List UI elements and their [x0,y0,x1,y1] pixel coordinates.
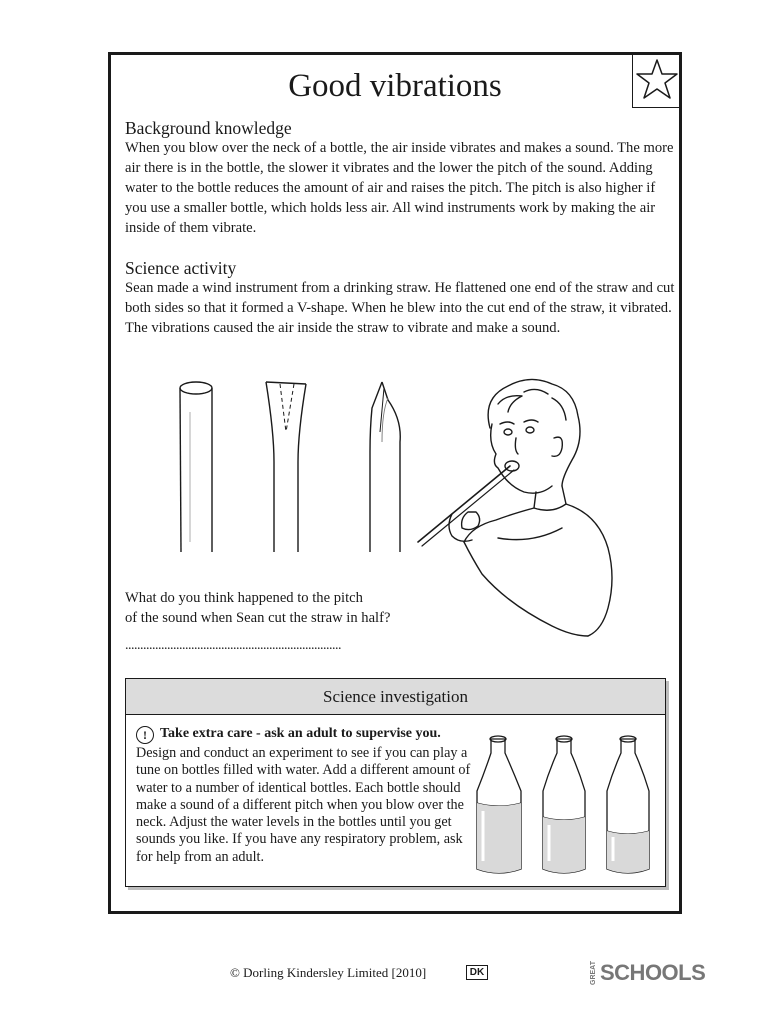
eye-right [526,427,534,433]
warning-text: Take extra care - ask an adult to supervise you. [160,726,441,741]
mouth [505,461,519,471]
investigation-text: Design and conduct an experiment to see if you can play a tune on bottles filled with water. Add a different amount of water to a number of identical bottles. Each bottle should make a sound of a different pitch when you blow over the neck. Adjust the water levels in the bottles until you get sounds you like. If you have any respiratory problem, ask for help from an adult. [136,745,471,865]
bottle-3 [607,736,649,873]
activity-text: Sean made a wind instrument from a drinking straw. He flattened one end of the straw and cut both sides so that it formed a V-shape. When he blew into the cut end of the straw, it vibrated. The vibrations caused the air inside the straw to vibrate and make a sound. [125,280,675,336]
background-text: When you blow over the neck of a bottle, the air inside vibrates and makes a sound. The more air there is in the bottle, the slower it vibrates and the lower the pitch of the sound. Adding water to the bottle reduces the amount of air and raises the pitch. The pitch is also higher if you use a smaller bottle, which holds less air. All wind instruments work by making the air inside of them vibrate. [125,140,674,236]
activity-heading: Science activity [125,258,237,278]
bottle-1 [477,736,521,873]
question-line-1: What do you think happened to the pitch [125,590,363,606]
investigation-heading: Science investigation [126,679,665,715]
greatschools-logo [590,960,705,986]
straw-flattened [266,382,306,552]
warning-icon: ! [136,726,154,744]
dk-logo: DK [466,965,488,980]
brand-schools: SCHOOLS [600,960,706,985]
straw-illustrations [170,372,420,562]
question-line-2: of the sound when Sean cut the straw in half? [125,610,391,626]
ear [552,437,562,456]
copyright-text: © Dorling Kindersley Limited [2010] [230,965,427,980]
straw [418,466,510,542]
hand-top [462,512,480,530]
investigation-box [125,678,666,887]
hair [488,379,580,486]
straw-v-cut [370,382,400,552]
straw-whole [180,382,212,552]
brand-great: GREAT [590,961,597,985]
background-heading: Background knowledge [125,118,292,138]
page-title: Good vibrations [288,68,502,104]
warning [136,724,441,744]
eye-left [504,429,512,435]
face [491,424,552,493]
bottles-illustration [469,731,659,881]
bottle-2 [543,736,585,873]
answer-line[interactable]: ........................................................................ [125,638,341,653]
